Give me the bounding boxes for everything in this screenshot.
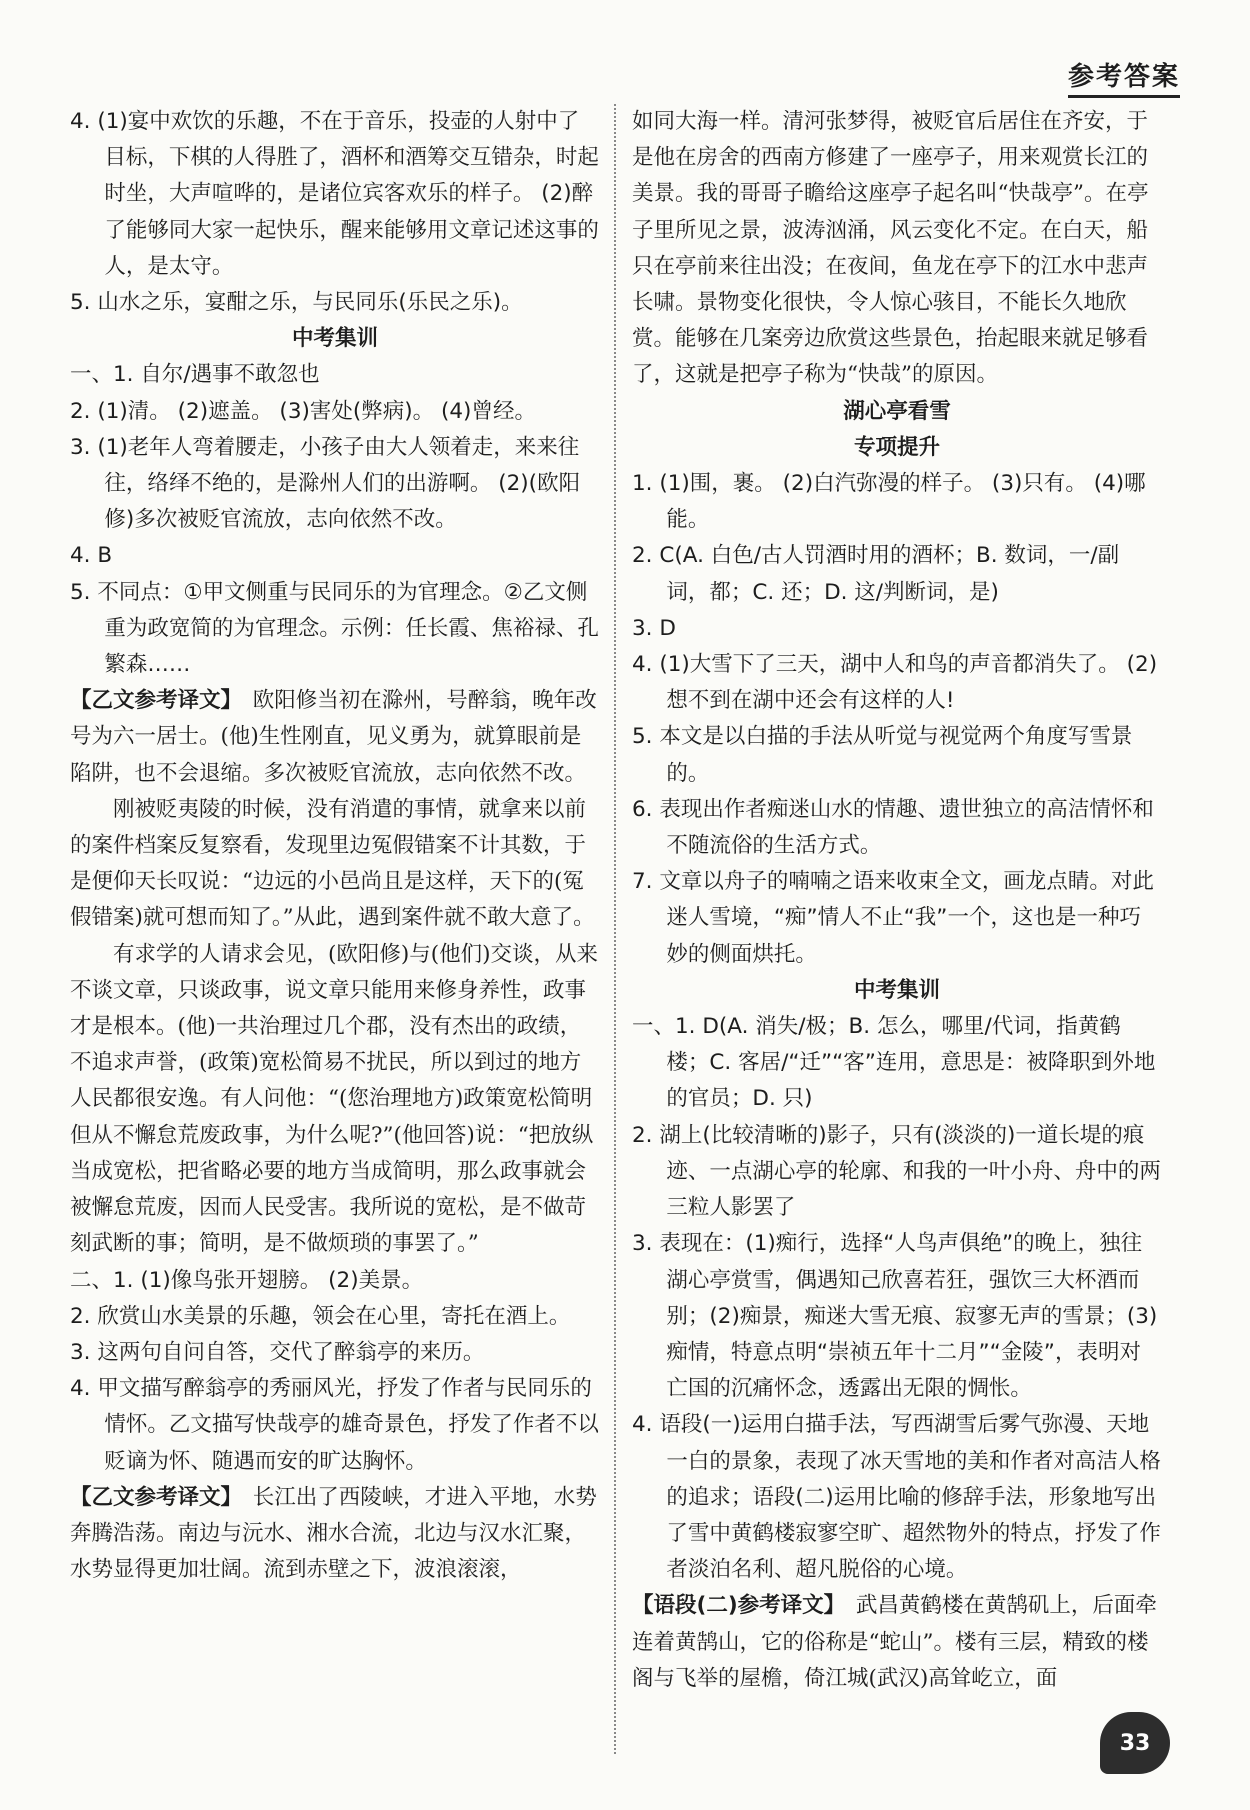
translation-paragraph: 刚被贬夷陵的时候，没有消遣的事情，就拿来以前的案件档案反复察看，发现里边冤假错案不计其数，于是便仰天长叹说：“边远的小邑尚且是这样，天下的(冤假错案)就可想而知了。”从此，遇到案件就不敢大意了。 xyxy=(70,796,595,931)
column-divider xyxy=(614,104,616,1754)
answer-item: 2. C(A. 白色/古人罚酒时用的酒杯；B. 数词，一/副词，都；C. 还；D. 这/判断词，是) xyxy=(632,543,1120,605)
answer-item: 2. 湖上(比较清晰的)影子，只有(淡淡的)一道长堤的痕迹、一点湖心亭的轮廓、和我的一叶小舟、舟中的两三粒人影罢了 xyxy=(632,1122,1161,1221)
translation-tag: 【乙文参考译文】 xyxy=(70,1484,243,1510)
translation-block xyxy=(632,1588,1162,1697)
translation-paragraph: 有求学的人请求会见，(欧阳修)与(他们)交谈，从来不谈文章，只谈政事，说文章只能用来修身养性，政事才是根本。(他)一共治理过几个郡，没有杰出的政绩，不追求声誉，(政策)宽松简易不扰民，所以到过的地方人民都很安逸。有人问他：“(您治理地方)政策宽松简明但从不懈怠荒废政事，为什么呢?”(他回答)说：“把放纵当成宽松，把省略必要的地方当成简明，那么政事就会被懈怠荒废，因而人民受害。我所说的宽松，是不做苛刻武断的事；简明，是不做烦琐的事罢了。” xyxy=(70,941,599,1257)
translation-paragraph: 如同大海一样。清河张梦得，被贬官后居住在齐安，于是他在房舍的西南方修建了一座亭子，用来观赏长江的美景。我的哥哥子瞻给这座亭子起名叫“快哉亭”。在亭子里所见之景，波涛汹涌，风云变化不定。在白天，船只在亭前来往出没；在夜间，鱼龙在亭下的江水中悲声长啸。景物变化很快，令人惊心骇目，不能长久地欣赏。能够在几案旁边欣赏这些景色，抬起眼来就足够看了，这就是把亭子称为“快哉”的原因。 xyxy=(632,109,1149,388)
answer-item: 2. 欣赏山水美景的乐趣，领会在心里，寄托在酒上。 xyxy=(70,1303,571,1329)
section-heading: 中考集训 xyxy=(853,977,940,1003)
answer-item: 4. (1)宴中欢饮的乐趣，不在于音乐，投壶的人射中了目标，下棋的人得胜了，酒杯和酒筹交互错杂，时起时坐，大声喧哗的，是诸位宾客欢乐的样子。 (2)醉了能够同大家一起快乐，醒来能够用文章记述这事的人，是太守。 xyxy=(70,109,599,279)
answer-item: 3. D xyxy=(632,615,676,641)
section-heading: 专项提升 xyxy=(853,434,940,460)
answer-item: 2. (1)清。 (2)遮盖。 (3)害处(弊病)。 (4)曾经。 xyxy=(70,398,536,424)
answer-item: 1. (1)围，裹。 (2)白汽弥漫的样子。 (3)只有。 (4)哪能。 xyxy=(632,471,1146,533)
translation-tag: 【乙文参考译文】 xyxy=(70,688,243,714)
answer-item: 6. 表现出作者痴迷山水的情趣、遗世独立的高洁情怀和不随流俗的生活方式。 xyxy=(632,796,1154,859)
translation-text: 长江出了西陵峡，才进入平地，水势奔腾浩荡。南边与沅水、湘水合流，北边与汉水汇聚，水势显得更加壮阔。流到赤壁之下，波浪滚滚， xyxy=(70,1484,597,1583)
answer-item: 一、1. 自尔/遇事不敢忽也 xyxy=(70,362,320,388)
section-header: 参考答案 xyxy=(1068,56,1180,98)
answer-item: 5. 山水之乐，宴酣之乐，与民同乐(乐民之乐)。 xyxy=(70,290,523,316)
answer-item: 4. B xyxy=(70,543,113,569)
translation-text: 武昌黄鹤楼在黄鹄矶上，后面牵连着黄鹄山，它的俗称是“蛇山”。楼有三层，精致的楼阁与飞举的屋檐，倚江城(武汉)高耸屹立，面 xyxy=(632,1593,1157,1691)
answer-item: 3. 这两句自问自答，交代了醉翁亭的来历。 xyxy=(70,1339,485,1365)
answer-item: 3. 表现在：(1)痴行，选择“人鸟声俱绝”的晚上，独往湖心亭赏雪，偶遇知己欣喜若狂，强饮三大杯酒而别；(2)痴景，痴迷大雪无痕、寂寥无声的雪景；(3)痴情，特意点明“崇祯五年十二月”“金陵”，表明对亡国的沉痛怀念，透露出无限的惆怅。 xyxy=(632,1231,1158,1402)
section-heading: 中考集训 xyxy=(291,326,378,352)
answer-item: 5. 本文是以白描的手法从听觉与视觉两个角度写雪景的。 xyxy=(632,724,1133,786)
answer-item: 7. 文章以舟子的喃喃之语来收束全文，画龙点睛。对此迷人雪境，“痴”情人不止“我”一个，这也是一种巧妙的侧面烘托。 xyxy=(632,869,1154,967)
page-number: 33 xyxy=(1100,1712,1170,1774)
answer-item: 二、1. (1)像鸟张开翅膀。 (2)美景。 xyxy=(70,1267,424,1293)
answer-item: 4. (1)大雪下了三天，湖中人和鸟的声音都消失了。 (2)想不到在湖中还会有这样的人! xyxy=(632,652,1158,714)
section-heading: 湖心亭看雪 xyxy=(843,398,951,424)
left-column xyxy=(70,104,600,1588)
answer-item: 4. 语段(一)运用白描手法，写西湖雪后雾气弥漫、天地一白的景象，表现了冰天雪地的美和作者对高洁人格的追求；语段(二)运用比喻的修辞手法，形象地写出了雪中黄鹤楼寂寥空旷、超然物外的特点，抒发了作者淡泊名利、超凡脱俗的心境。 xyxy=(632,1412,1161,1583)
translation-text: 欧阳修当初在滁州，号醉翁，晚年改号为六一居士。(他)生性刚直，见义勇为，就算眼前是陷阱，也不会退缩。多次被贬官流放，志向依然不改。 xyxy=(70,688,597,786)
answer-item: 3. (1)老年人弯着腰走，小孩子由大人领着走，来来往往，络绎不绝的，是滁州人们的出游啊。 (2)(欧阳修)多次被贬官流放，志向依然不改。 xyxy=(70,434,581,533)
translation-block xyxy=(70,1480,600,1589)
translation-block xyxy=(70,683,600,792)
right-column xyxy=(632,104,1162,1697)
translation-tag: 【语段(二)参考译文】 xyxy=(632,1593,846,1619)
answer-item: 4. 甲文描写醉翁亭的秀丽风光，抒发了作者与民同乐的情怀。乙文描写快哉亭的雄奇景色，抒发了作者不以贬谪为怀、随遇而安的旷达胸怀。 xyxy=(70,1376,599,1474)
answer-item: 一、1. D(A. 消失/极；B. 怎么，哪里/代词，指黄鹤楼；C. 客居/“迁”“客”连用，意思是：被降职到外地的官员；D. 只) xyxy=(632,1014,1156,1112)
answer-item: 5. 不同点：①甲文侧重与民同乐的为官理念。②乙文侧重为政宽简的为官理念。示例：任长霞、焦裕禄、孔繁森…… xyxy=(70,579,599,678)
